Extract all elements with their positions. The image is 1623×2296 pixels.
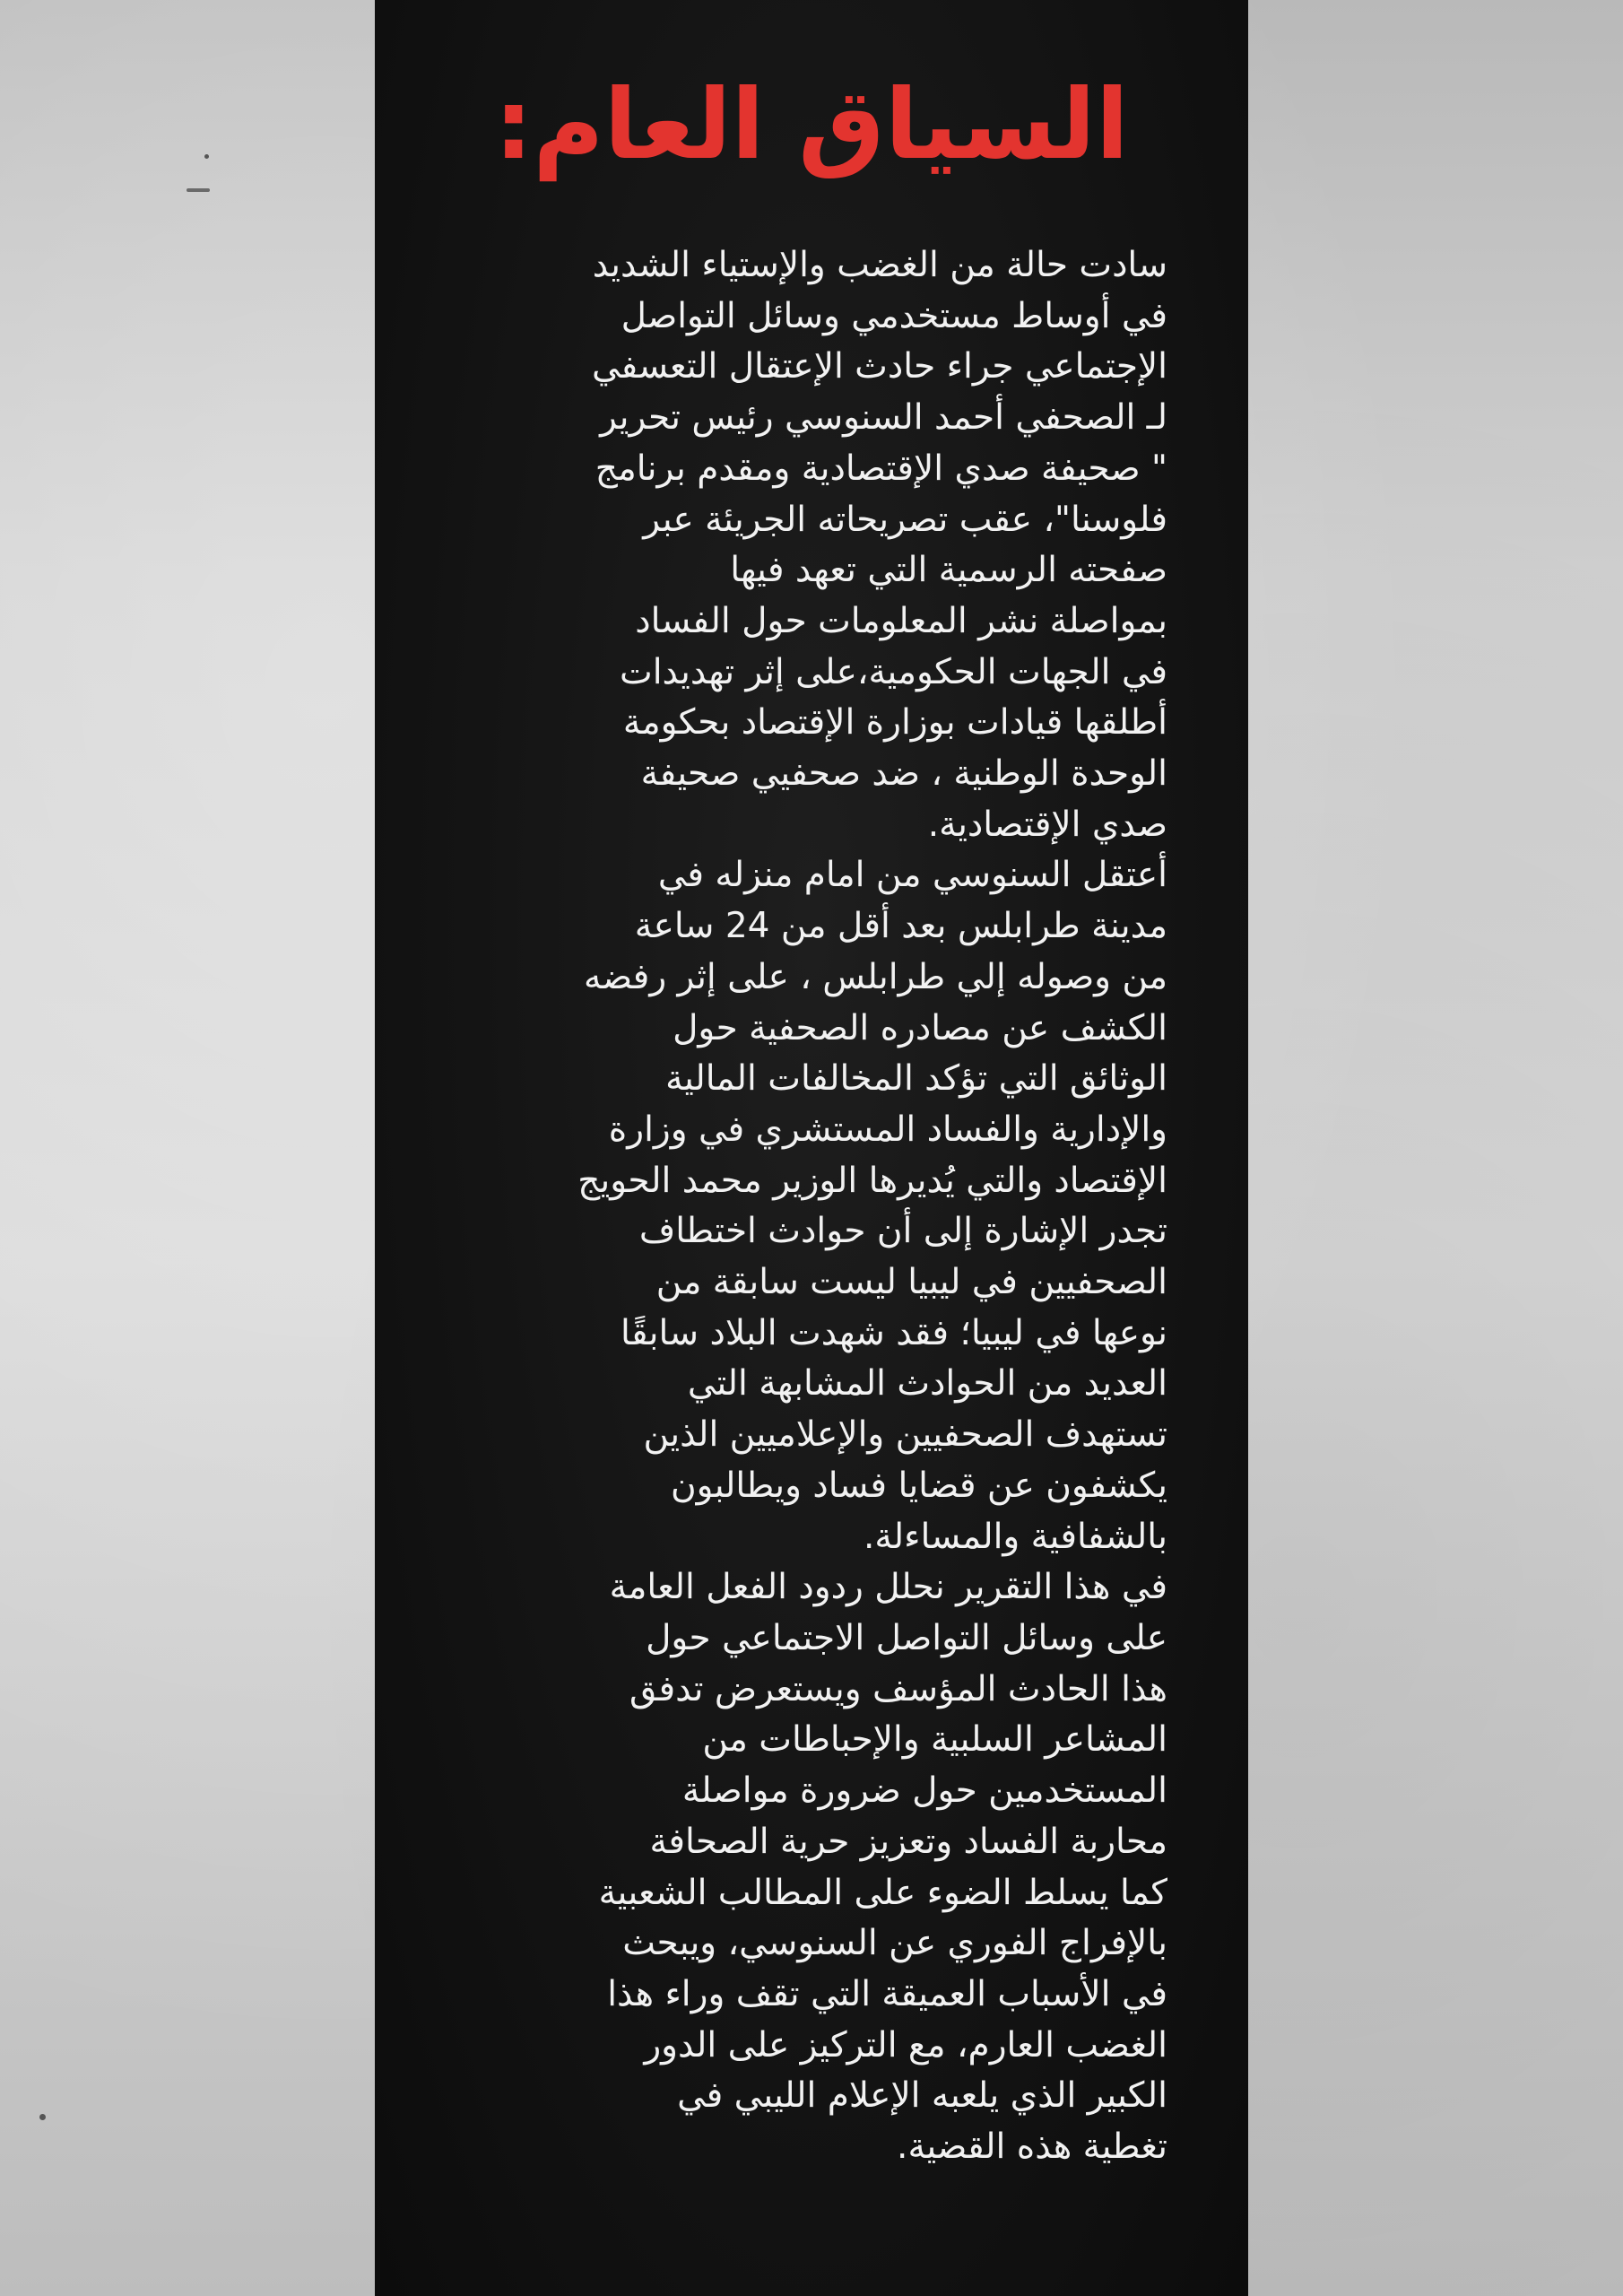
body-line: تجدر الإشارة إلى أن حوادث اختطاف	[638, 1211, 1167, 1252]
body-line: صفحته الرسمية التي تعهد فيها	[730, 550, 1167, 591]
body-line: سادت حالة من الغضب والإستياء الشديد	[592, 245, 1167, 285]
body-line: الوحدة الوطنية ، ضد صحفيي صحيفة	[640, 753, 1167, 795]
body-line: والإدارية والفساد المستشري في وزارة	[608, 1109, 1167, 1150]
body-line: على وسائل التواصل الاجتماعي حول	[646, 1617, 1167, 1658]
body-line: في الأسباب العميقة التي تقف وراء هذا	[607, 1973, 1167, 2014]
body-line: المشاعر السلبية والإحباطات من	[702, 1719, 1167, 1761]
body-line: كما يسلط الضوء على المطالب الشعبية	[598, 1872, 1167, 1913]
body-line: في أوساط مستخدمي وسائل التواصل	[621, 295, 1167, 336]
body-line: في الجهات الحكومية،على إثر تهديدات	[619, 651, 1167, 692]
body-line: أطلقها قيادات بوزارة الإقتصاد بحكومة	[622, 702, 1167, 744]
article-panel	[375, 0, 1248, 2296]
body-line: أعتقل السنوسي من امام منزله في	[657, 855, 1167, 896]
body-line: لـ الصحفي أحمد السنوسي رئيس تحرير	[600, 397, 1167, 439]
body-line: الإجتماعي جراء حادث الإعتقال التعسفي	[591, 346, 1167, 387]
body-line: هذا الحادث المؤسف ويستعرض تدفق	[629, 1668, 1167, 1709]
body-line: صدي الإقتصادية.	[927, 804, 1167, 845]
body-line: يكشفون عن قضايا فساد ويطالبون	[670, 1465, 1167, 1506]
body-line: بالشفافية والمساءلة.	[863, 1516, 1167, 1557]
body-line: العديد من الحوادث المشابهة التي	[687, 1363, 1167, 1405]
body-line: في هذا التقرير نحلل ردود الفعل العامة	[609, 1567, 1167, 1608]
article-body	[459, 240, 1167, 2173]
body-line: الوثائق التي تؤكد المخالفات المالية	[665, 1058, 1167, 1100]
body-line: المستخدمين حول ضرورة مواصلة	[681, 1770, 1167, 1812]
body-line: بالإفراج الفوري عن السنوسي، ويبحث	[622, 1923, 1167, 1964]
body-line: محاربة الفساد وتعزيز حرية الصحافة	[649, 1821, 1167, 1862]
body-line: فلوسنا"، عقب تصريحاته الجريئة عبر	[643, 499, 1167, 540]
body-line: " صحيفة صدي الإقتصادية ومقدم برنامج	[595, 448, 1167, 489]
paper-speck	[204, 154, 209, 159]
body-line: من وصوله إلي طرابلس ، على إثر رفضه	[583, 956, 1167, 997]
body-line: الصحفيين في ليبيا ليست سابقة من	[655, 1262, 1167, 1303]
body-line: الكبير الذي يلعبه الإعلام الليبي في	[677, 2075, 1167, 2117]
section-title: السياق العام:	[494, 69, 1129, 181]
body-line: مدينة طرابلس بعد أقل من 24 ساعة	[634, 906, 1167, 947]
body-line: الكشف عن مصادره الصحفية حول	[673, 1007, 1167, 1048]
paper-speck	[39, 2114, 46, 2120]
body-line: بمواصلة نشر المعلومات حول الفساد	[635, 600, 1167, 641]
body-line: الغضب العارم، مع التركيز على الدور	[644, 2024, 1167, 2066]
body-line: تغطية هذه القضية.	[897, 2126, 1167, 2168]
body-line: الإقتصاد والتي يُديرها الوزير محمد الحويج	[577, 1160, 1167, 1201]
paper-speck	[187, 188, 210, 192]
body-line: تستهدف الصحفيين والإعلاميين الذين	[643, 1414, 1167, 1456]
body-line: نوعها في ليبيا؛ فقد شهدت البلاد سابقًا	[621, 1312, 1167, 1353]
